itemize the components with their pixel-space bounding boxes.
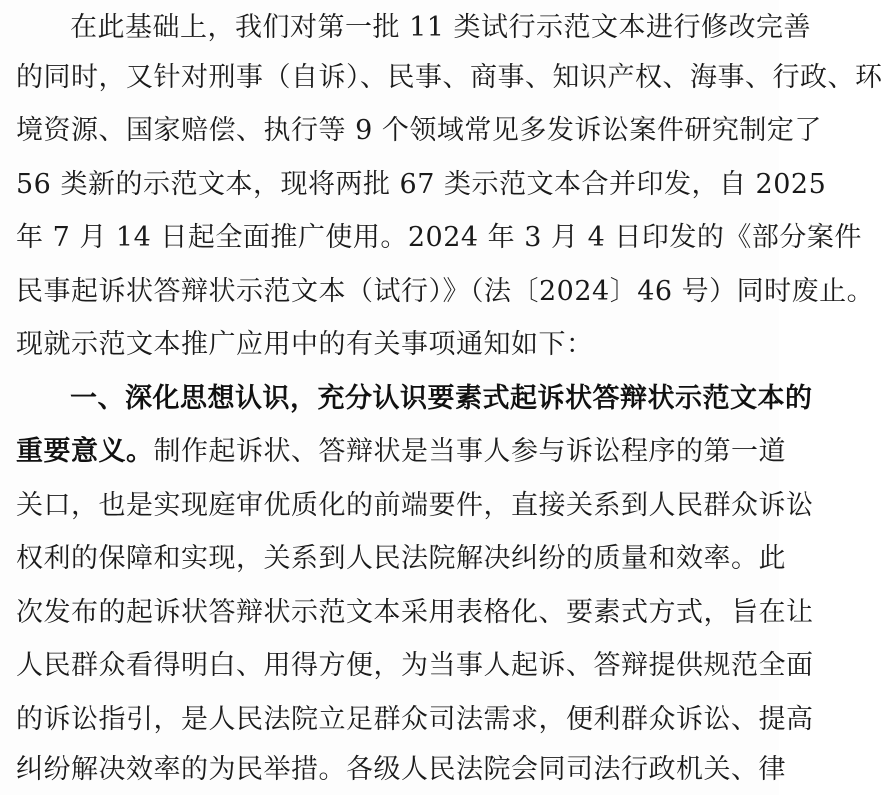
paragraph-2-line-3: 权利的保障和实现，关系到人民法院解决纠纷的质量和效率。此 bbox=[16, 543, 786, 574]
section-heading-1-end: 重要意义。 bbox=[16, 436, 154, 467]
paragraph-2-line-7: 纠纷解决效率的为民举措。各级人民法院会同司法行政机关、律 bbox=[16, 754, 786, 785]
paragraph-1-line-1: 在此基础上，我们对第一批 11 类试行示范文本进行修改完善 bbox=[70, 12, 812, 43]
paragraph-2-line-1-text: 制作起诉状、答辩状是当事人参与诉讼程序的第一道 bbox=[153, 436, 786, 467]
paragraph-1-line-4: 56 类新的示范文本，现将两批 67 类示范文本合并印发，自 2025 bbox=[16, 169, 827, 200]
paragraph-2-line-5: 人民群众看得明白、用得方便，为当事人起诉、答辩提供规范全面 bbox=[16, 650, 814, 681]
paragraph-1-line-7: 现就示范文本推广应用中的有关事项通知如下： bbox=[16, 329, 594, 360]
paragraph-2-line-6: 的诉讼指引，是人民法院立足群众司法需求，便利群众诉讼、提高 bbox=[16, 704, 814, 735]
section-heading-1: 一、深化思想认识，充分认识要素式起诉状答辩状示范文本的 bbox=[70, 383, 813, 414]
paragraph-1-line-3: 境资源、国家赔偿、执行等 9 个领域常见多发诉讼案件研究制定了 bbox=[16, 115, 822, 146]
paragraph-2-line-1 bbox=[16, 427, 786, 477]
paragraph-1-line-2: 的同时，又针对刑事（自诉）、民事、商事、知识产权、海事、行政、环 bbox=[16, 62, 883, 93]
paragraph-1-line-6: 民事起诉状答辩状示范文本（试行）》（法〔2024〕46 号）同时废止。 bbox=[16, 276, 875, 307]
paragraph-2-line-2: 关口，也是实现庭审优质化的前端要件，直接关系到人民群众诉讼 bbox=[16, 490, 814, 521]
paragraph-2-line-4: 次发布的起诉状答辩状示范文本采用表格化、要素式方式，旨在让 bbox=[16, 597, 814, 628]
paragraph-1-line-5: 年 7 月 14 日起全面推广使用。2024 年 3 月 4 日印发的《部分案件 bbox=[16, 222, 862, 253]
